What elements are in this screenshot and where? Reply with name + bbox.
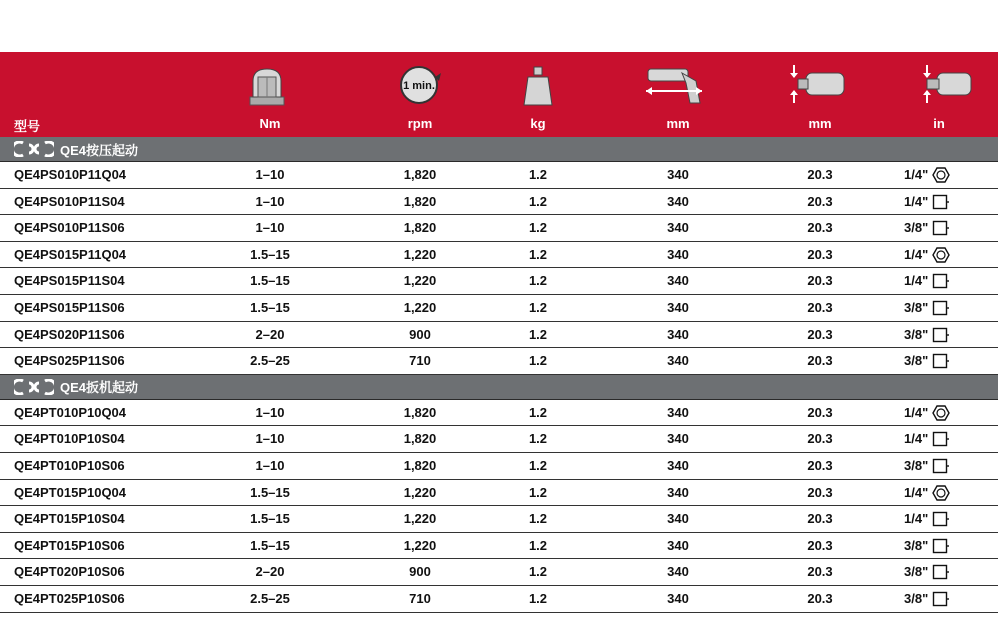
rpm-cell: 1,220 (403, 246, 437, 262)
square-icon (932, 194, 950, 210)
torque-cell: 2.5–25 (250, 353, 290, 369)
drive-size-text: 3/8" (904, 353, 929, 369)
rpm-cell: 1,820 (403, 220, 437, 236)
torque-cell: 1.5–15 (250, 246, 290, 262)
weight-cell: 1.2 (528, 590, 548, 606)
model-cell: QE4PT015P10Q04 (14, 484, 127, 500)
drive-cell (904, 400, 974, 426)
header-icons (0, 60, 998, 110)
table-row (0, 480, 998, 507)
drive-cell (904, 295, 974, 321)
weight-cell: 1.2 (528, 353, 548, 369)
offset-cell: 20.3 (807, 404, 833, 420)
torque-cell: 1–10 (255, 193, 285, 209)
hex-icon (932, 405, 950, 421)
section-title: QE4按压起动 (60, 142, 139, 158)
square-icon (932, 353, 950, 369)
rpm-cell: 1,820 (403, 167, 437, 182)
drive-size-text: 1/4" (904, 193, 929, 209)
drive-cell (904, 162, 974, 188)
drive-cell (904, 348, 974, 374)
torque-cell: 1–10 (255, 457, 285, 473)
torque-cell: 1–10 (255, 220, 285, 236)
length-cell: 340 (667, 511, 689, 527)
series-logo-icon (14, 379, 60, 395)
model-cell: QE4PS015P11S06 (14, 299, 125, 315)
torque-cell: 1.5–15 (250, 537, 290, 553)
torque-cell: 2–20 (255, 326, 285, 342)
rpm-cell: 900 (409, 564, 431, 580)
offset-cell: 20.3 (807, 511, 833, 527)
drive-size-text: 3/8" (904, 564, 929, 580)
drive-cell (904, 533, 974, 559)
offset-cell: 20.3 (807, 273, 833, 289)
spec-table (0, 52, 998, 613)
offset-cell: 20.3 (807, 353, 833, 369)
drive-cell (904, 189, 974, 215)
rpm-cell: 710 (409, 353, 431, 369)
table-row (0, 559, 998, 586)
drive-cell (904, 453, 974, 479)
length-cell: 340 (667, 564, 689, 580)
rpm-cell: 710 (409, 590, 431, 606)
length-cell: 340 (667, 457, 689, 473)
weight-cell: 1.2 (528, 431, 548, 447)
weight-cell: 1.2 (528, 326, 548, 342)
table-body (0, 137, 998, 613)
hex-icon (932, 485, 950, 501)
col-drive-label: in (933, 116, 945, 131)
torque-cell: 2.5–25 (250, 590, 290, 606)
col-offset-label: mm (808, 116, 832, 131)
table-row (0, 586, 998, 613)
drive-size-text: 1/4" (904, 246, 929, 262)
length-cell: 340 (667, 299, 689, 315)
hex-icon (932, 247, 950, 263)
offset-cell: 20.3 (807, 326, 833, 342)
length-cell: 340 (667, 220, 689, 236)
torque-cell: 1.5–15 (250, 484, 290, 500)
length-cell: 340 (667, 326, 689, 342)
weight-cell: 1.2 (528, 299, 548, 315)
table-row (0, 215, 998, 242)
hex-icon (932, 167, 950, 183)
drive-size-text: 3/8" (904, 537, 929, 553)
square-icon (932, 300, 950, 316)
rotation-label: 1 min. (403, 80, 435, 92)
model-cell: QE4PT015P10S06 (14, 537, 125, 553)
square-icon (932, 538, 950, 554)
length-cell: 340 (667, 484, 689, 500)
drive-size-text: 1/4" (904, 167, 929, 182)
weight-icon (503, 60, 573, 110)
offset-cell: 20.3 (807, 484, 833, 500)
model-cell: QE4PT020P10S06 (14, 564, 125, 580)
drive-cell (904, 586, 974, 612)
torque-cell: 1–10 (255, 431, 285, 447)
offset-cell: 20.3 (807, 431, 833, 447)
offset-icon (782, 60, 852, 110)
offset-cell: 20.3 (807, 564, 833, 580)
weight-cell: 1.2 (528, 511, 548, 527)
square-icon (932, 431, 950, 447)
rotation-1min-icon (384, 60, 454, 110)
col-length-label: mm (666, 116, 690, 131)
drive-size-text: 3/8" (904, 220, 929, 236)
weight-cell: 1.2 (528, 484, 548, 500)
table-row (0, 295, 998, 322)
model-cell: QE4PT025P10S06 (14, 590, 125, 606)
drive-cell (904, 268, 974, 294)
rpm-cell: 1,820 (403, 457, 437, 473)
offset-cell: 20.3 (807, 167, 833, 182)
torque-cell: 1.5–15 (250, 511, 290, 527)
tool-length-icon (640, 60, 710, 110)
rpm-cell: 1,220 (403, 484, 437, 500)
model-cell: QE4PT010P10S06 (14, 457, 125, 473)
length-cell: 340 (667, 167, 689, 182)
weight-cell: 1.2 (528, 537, 548, 553)
model-cell: QE4PS010P11S06 (14, 220, 125, 236)
drive-size-text: 1/4" (904, 404, 929, 420)
drive-size-text: 1/4" (904, 431, 929, 447)
table-row (0, 162, 998, 189)
drive-cell (904, 322, 974, 348)
weight-cell: 1.2 (528, 564, 548, 580)
table-row (0, 400, 998, 427)
drive-cell (904, 506, 974, 532)
offset-cell: 20.3 (807, 220, 833, 236)
rpm-cell: 1,220 (403, 537, 437, 553)
length-cell: 340 (667, 431, 689, 447)
length-cell: 340 (667, 193, 689, 209)
model-cell: QE4PS015P11S04 (14, 273, 125, 289)
offset-cell: 20.3 (807, 246, 833, 262)
table-row (0, 506, 998, 533)
drive-cell (904, 480, 974, 506)
model-cell: QE4PT010P10S04 (14, 431, 125, 447)
drive-size-text: 3/8" (904, 326, 929, 342)
series-logo-icon (14, 141, 60, 157)
drive-size-text: 1/4" (904, 511, 929, 527)
drive-size-text: 3/8" (904, 457, 929, 473)
table-header (0, 52, 998, 137)
square-icon (932, 273, 950, 289)
rpm-cell: 1,220 (403, 511, 437, 527)
model-cell: QE4PS020P11S06 (14, 326, 125, 342)
drive-cell (904, 242, 974, 268)
offset-cell: 20.3 (807, 590, 833, 606)
col-model-label: 型号 (14, 119, 41, 134)
length-cell: 340 (667, 404, 689, 420)
length-cell: 340 (667, 590, 689, 606)
nut-torque-icon (232, 60, 302, 110)
torque-cell: 1–10 (255, 404, 285, 420)
section-header (0, 137, 998, 162)
offset-cell: 20.3 (807, 193, 833, 209)
col-torque-label: Nm (259, 116, 281, 131)
square-icon (932, 327, 950, 343)
torque-cell: 1.5–15 (250, 273, 290, 289)
table-row (0, 426, 998, 453)
torque-cell: 1–10 (255, 167, 285, 182)
torque-cell: 1.5–15 (250, 299, 290, 315)
section-header (0, 375, 998, 400)
table-row (0, 242, 998, 269)
offset-cell: 20.3 (807, 299, 833, 315)
drive-size-text: 3/8" (904, 299, 929, 315)
model-cell: QE4PT015P10S04 (14, 511, 125, 527)
weight-cell: 1.2 (528, 246, 548, 262)
model-cell: QE4PT010P10Q04 (14, 404, 127, 420)
square-icon (932, 220, 950, 236)
rpm-cell: 900 (409, 326, 431, 342)
rpm-cell: 1,220 (403, 273, 437, 289)
model-cell: QE4PS025P11S06 (14, 353, 125, 369)
length-cell: 340 (667, 246, 689, 262)
header-labels (0, 116, 998, 134)
table-row (0, 453, 998, 480)
model-cell: QE4PS010P11S04 (14, 193, 125, 209)
offset-cell: 20.3 (807, 537, 833, 553)
weight-cell: 1.2 (528, 220, 548, 236)
drive-cell (904, 426, 974, 452)
table-row (0, 189, 998, 216)
drive-cell (904, 215, 974, 241)
weight-cell: 1.2 (528, 167, 548, 182)
model-cell: QE4PS010P11Q04 (14, 167, 127, 182)
square-icon (932, 591, 950, 607)
col-weight-label: kg (530, 116, 546, 131)
table-row (0, 348, 998, 375)
torque-cell: 2–20 (255, 564, 285, 580)
weight-cell: 1.2 (528, 457, 548, 473)
rpm-cell: 1,820 (403, 404, 437, 420)
length-cell: 340 (667, 537, 689, 553)
table-row (0, 268, 998, 295)
weight-cell: 1.2 (528, 193, 548, 209)
drive-size-text: 1/4" (904, 273, 929, 289)
offset-cell: 20.3 (807, 457, 833, 473)
square-icon (932, 458, 950, 474)
drive-size-icon (910, 60, 980, 110)
table-row (0, 533, 998, 560)
rpm-cell: 1,820 (403, 193, 437, 209)
section-title: QE4扳机起动 (60, 380, 139, 396)
model-cell: QE4PS015P11Q04 (14, 246, 127, 262)
length-cell: 340 (667, 353, 689, 369)
weight-cell: 1.2 (528, 273, 548, 289)
drive-size-text: 1/4" (904, 484, 929, 500)
rpm-cell: 1,820 (403, 431, 437, 447)
square-icon (932, 564, 950, 580)
weight-cell: 1.2 (528, 404, 548, 420)
table-row (0, 322, 998, 349)
col-rpm-label: rpm (407, 116, 433, 131)
rpm-cell: 1,220 (403, 299, 437, 315)
length-cell: 340 (667, 273, 689, 289)
drive-cell (904, 559, 974, 585)
square-icon (932, 511, 950, 527)
drive-size-text: 3/8" (904, 590, 929, 606)
